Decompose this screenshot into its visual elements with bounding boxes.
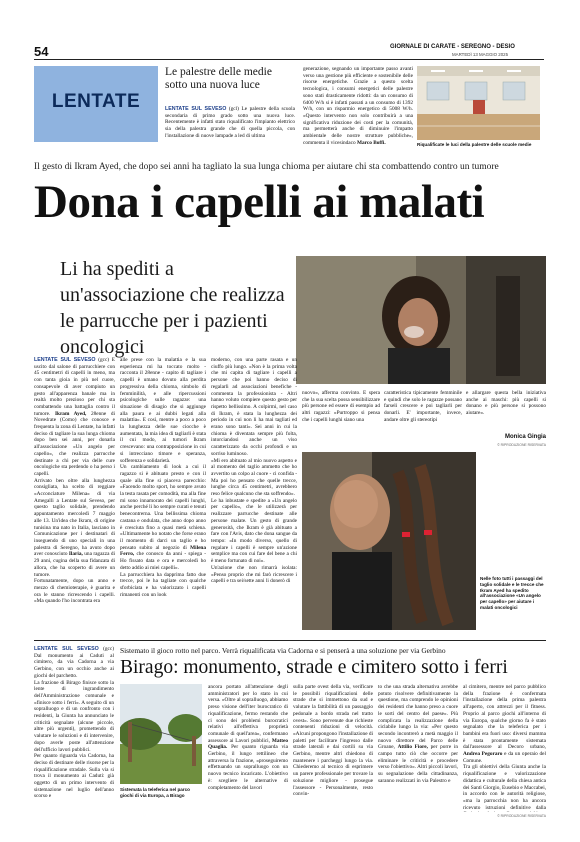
top-story-caption: Riqualificate le luci della palestre delle scuole medie <box>417 142 532 147</box>
main-col2-end: che conosco da anni - spiega - Ho fissato data e ora e mercoledì ho detto addio ai miei capelli». La parrucchiera ha dapprima fatto due trecce, poi le ha tagliate con qualche sforbiciata e ha valorizzato i capelli rimanenti con un look <box>120 551 206 598</box>
issue-date: MARTEDÌ 13 MAGGIO 2025 <box>452 52 509 57</box>
main-headline: Dona i capelli ai malati <box>34 176 485 228</box>
main-col-6 <box>466 390 546 434</box>
bottom-caption: Sistemata la teleferica nel parco giochi di via Europa, a Birago <box>120 787 190 798</box>
bottom-kicker: LENTATE SUL SEVESO <box>34 646 99 652</box>
section-label: LENTATE <box>51 91 141 112</box>
park-photo <box>120 684 202 784</box>
main-col1-end: una ragazza di 29 anni, cugina della sua fidanzata di allora, che ha scoperto di avere un tumore. Fortunatamente, dopo un anno e mezzo di chemioterapie, è guarita e ora le stanno ricrescendo i capelli. «Ma quando l'ho incontrata era <box>34 551 115 605</box>
bottom-col1-text: Dal monumento ai Caduti al cimitero, da via Cadorna a via Gerbino, con un occhio anche ai giochi del parchetto. La frazione di Birago finisce sotto la lente di ingrandimento dell'Amministrazione comunale e «finisce sotto i ferri». A seguito di un sopralluogo e di un confronto con i residenti, la Giunta ha annunciato le criticità segnalate (alcune piccole, altre più urgenti), promettendo di valutare le soluzioni e di intervenire, dopo averle poste all'attenzione dell'ufficio lavori pubblici. Per quanto riguarda via Cadorna, ha deciso di destinare delle risorse per la riqualificazione stradale. Sulla via si trova il monumento ai Caduti: già oggetto di un primo intervento di sistemazione nel luglio dell'anno scorso e <box>34 652 114 800</box>
bottom-col5-end: e da un operaio del Comune. Tra gli obiettivi della Giunta anche la riqualificazione e valorizzazione didattica e culturale della chiesa antica dei Santi Giorgio, Eusebio e Maccabei, in accordo con le autorità religiose, «ma la parrocchia non ha ancora ricevuto istruzioni definitive dalla <box>463 751 546 811</box>
main-col-4 <box>302 390 380 450</box>
bottom-col-5 <box>463 684 546 812</box>
bottom-col4-text: to che una strada alternativa avrebbe potuto risolvere definitivamente la questione, ma comprendo le opinioni dei residenti che hanno preso a cuore le sorti del centro del paese». Più complicata la realizzazione della ciclabile lungo la via: «Per questo secondo incontrerò a metà maggio il nuovo direttore del Parco delle Groane, <box>378 684 458 751</box>
bottom-col-2 <box>208 684 288 816</box>
top-story-kicker-tag: (gcl) <box>228 106 239 112</box>
main-col-1 <box>34 357 115 640</box>
bottom-overline: Sistemato il gioco rotto nel parco. Verrà riqualificata via Cadorna e si penserà a una soluzione per via Gerbino <box>120 646 446 655</box>
bottom-copyright: © RIPRODUZIONE RISERVATA <box>497 814 546 818</box>
top-story-title: Le palestre delle medie sotto una nuova luce <box>165 66 272 91</box>
top-story-body-b: generazione, segnando un importante passo avanti verso una gestione più efficiente e sostenibile delle risorse energetiche. Grazie a questo scelta tecnologica, i consumi energetici delle palestre sono stati drasticamente ridotti: da un consumo di 6400 W/h si è infatti passati a un consumo di 1392 W/h, con un risparmio energetico di 5008 W/h. «Questo intervento non solo contribuirà a una significativa riduzione dei costi per la comunità, ma permetterà anche di diminuire l'impatto ambientale delle nostre strutture pubbliche», commenta il vicesindaco <box>303 66 413 146</box>
main-copyright: © RIPRODUZIONE RISERVATA <box>497 443 546 447</box>
main-col1-ilaria: Ilaria, <box>68 551 83 558</box>
section-banner <box>34 66 158 142</box>
bottom-col2-end: Per quanto riguarda via Gerbino, il lungo rettilineo che attraversa la frazione, «proseguiremo effettuando un sopralluogo con un nuovo tecnico incaricato. L'obiettivo è: scegliere le alternative di completamento del lavori <box>208 744 288 791</box>
main-caption: Nelle foto tutti i passaggi del taglio solidale e le trecce che Ikram Ayed ha spedito all'associazione «Un angelo per capello» per aiutare i malati oncologici <box>480 576 544 610</box>
bottom-col-3 <box>293 684 373 816</box>
main-signature: Monica Gingia <box>504 434 546 440</box>
bottom-col2-name: Matteo Quaglia. <box>208 737 288 751</box>
portrait-photo <box>296 256 546 384</box>
top-story-kicker: LENTATE SUL SEVESO <box>165 106 227 112</box>
gym-photo <box>417 66 540 140</box>
top-story-col2 <box>303 66 413 150</box>
main-kicker: LENTATE SUL SEVESO <box>34 357 96 363</box>
top-story-body-a: Le palestre della scuola secondaria di primo grado sotto una nuova luce. Recentemente è infatti stato riqualificato l'impianto elettrico sia della palestra grande che di quella piccola, con l'installazione di nuove lampade a led di ultima <box>165 106 295 139</box>
bottom-col-4 <box>378 684 458 816</box>
newspaper-name: GIORNALE DI CARATE - SEREGNO - DESIO <box>390 44 515 50</box>
header-rule <box>34 59 544 60</box>
bottom-col3-text: sulla parte ovest della via, verificare le possibili riqualificazioni delle strade che si immettono da sud e valutare la fattibilità di un passaggio pedonale a bordo strada nel tratto ovest». Sono pervenute due richieste contenenti riduzioni di velocità. «Alcuni propongono l'installazione di paletti per facilitare l'ingresso dalle strade laterali e dai cortili su via Gerbino, mentre altri chiedono di mantenere i parcheggi lungo la via. Chiederemo al tecnico di esprimere un parere professionale per trovare la soluzione migliore - prosegue l'assessore - Personalmente, resto convin- <box>293 684 373 798</box>
main-col2-name: Milena Ferro, <box>120 544 206 558</box>
main-col-5 <box>384 390 462 450</box>
bottom-col-1 <box>34 646 114 816</box>
main-col4-text: nuovo», afferma convinto. E spera che la sua scelta possa sensibilizzare più persone ed essere di esempio ad altri ragazzi: «Purtroppo si pensa che i capelli lunghi siano una <box>302 390 380 423</box>
top-story-col1 <box>165 106 295 140</box>
main-col3-text: moderno, con una parte rasata e un ciuffo più lungo. «Non è la prima volta che mi capita di tagliare i capelli a persone che poi hanno deciso di regalarli ad associazioni benefiche - commenta la professionista - Altri hanno voluto compiere questo gesto per rispetto bellissimo. A colpirmi, nel caso di Ikram, è stata la lunghezza dei periodo in cui non li ha mai tagliati ed erano sono tanti». Sei anni in cui la chioma è diventata sempre più folta, intorciandosi anche un viso caratterizzato da occhi profondi e un sorriso luminoso. «Mi ero abituato al mio nuovo aspetto e al momento del taglio ammetto che ho avvertito un colpo al cuore - ci confida - Ma poi ho pensato che quelle trecce, lunghe circa 45 centimetri, avrebbero reso felice qualcuno che sta soffrendo». Le ha inbustate e spedite a «Un angelo per capello», che le utilizzerà per realizzare parrucche destinate alle persone malate. Un gesto di grande generosità, che Ikram è già abituato a fare con l'Avis, dato che dona sangue da tempo: «In modo diverso, quello di regalare i capelli è sempre un'azione semplice ma con cui fare del bene a chi è meno fortunato di noi». Un'azione che non rimarrà isolata: «Penso proprio che mi farò ricrescere i capelli e tra sei/sette anni li donerò di <box>211 357 297 585</box>
top-story-name: Marco Boffi. <box>356 139 386 146</box>
main-col-2 <box>120 357 206 640</box>
main-col1-name: Ikram Ayed, <box>54 410 87 417</box>
main-col5-text: caratteristica tipicamente femminile e quindi che solo le ragazze possano farseli crescere e poi tagliarli per donarli. E' importante, invece, andare oltre gli stereotipi <box>384 390 462 423</box>
main-col1-rest: 28enne di Novedrate (Como) che conosce e frequenta la zona di Lentate, ha infatti deciso di tagliare la sua lunga chioma dopo ben sei anni, per donarla all'associazione «Un angelo per capello», che realizza parrucche destinate a chi per via delle cure oncologiche sta perdendo o ha perso i capelli. Arrivato ben oltre alla lunghezza consigliata, ha scelto di reggiare «Acconciature Milena» di via Amegalli a Lentate sul Seveso, per questo taglio solidale, prendendo appuntamento mercoledì 7 maggio alle 13. Un'idea che Ikram, di origine tunisina ma nato in Italia, lasciano in Comunicazione per i destinatari di inseguendo di uno speciali in una palestra di Seregno, ha avuto dopo aver conosciuto <box>34 410 115 558</box>
main-col6-text: e allargare questa bella iniziativa anche ai maschi: più capelli si donano e più persone si possono aiutare». <box>466 390 546 417</box>
bottom-rule <box>34 640 546 641</box>
main-story-overline: Il gesto di Ikram Ayed, che dopo sei anni ha tagliato la sua lunga chioma per aiutare chi sta combattendo contro un tumore <box>34 162 499 172</box>
braids-photo <box>302 452 476 630</box>
main-kicker-tag: (gcc) <box>98 357 110 363</box>
bottom-col2-text: ancora portato all'attenzione degli amministratori per lo stato in cui versa. «Oltre al sopralluogo, abbiamo preso visione dell'iter burocratico di riqualificazione, fermo restando che ci sono dei problemi burocratici relativi all'effettiva proprietà comunale di quell'area», confermano assessore ai Lavori pubblici, <box>208 684 288 744</box>
main-col1-intro: E uscito dal salone di parrucchiere con 45 centimetri di capelli in meno, ma con tanta gioia in più nel cuore, consapevole di aver compiuto un gesto all'apparenza banale ma in realtà molto prezioso per chi sta combattendo una battaglia contro il tumore. <box>34 357 115 417</box>
page-number: 54 <box>34 44 49 59</box>
main-subhead: Li ha spediti a un'associazione che realizza le parrucche per i pazienti oncologici <box>60 258 285 358</box>
bottom-headline: Birago: monumento, strade e cimitero sotto i ferri <box>120 657 508 678</box>
main-col-3 <box>211 357 297 640</box>
bottom-col4-name: Attilio Fiore, <box>397 744 428 751</box>
bottom-col5-name: Andrea Pegoraro <box>463 751 503 758</box>
main-col2-text: alle prese con la malattia e la sua esperienza mi ha toccato molto - racconta il 28enne - capito di tagliare i capelli è umano dovuto alla perdita progressiva della chioma, simbolo di femminilità, e alle ripercussioni psicologiche sulle ragazze: una situazione di disagio che si aggiunge alla paura e ai dubbi legati alla malattia». E così, mentre a poco a poco la lunghezza delle sue ciocche è aumentata, la mia idea di tagliarli è stata il cui modo, ai tumori Ikram crescevano: una contrapposizione in cui si intrecciano timore e speranza, sofferenza e solidarietà. Un cambiamento di look a cui il ragazzo si è abituato presto e con il quale alla fine si piaceva parecchio: «Facendo molto sport, ho sempre avuto la testa rasata per comodità, ma alla fine mi sono innamorato dei capelli lunghi, anche perché li ho sempre curati e tenuti benecontrerna. Una bellissima chioma castana e ondulata, che anno dopo anno è cresciuta fino a quasi metà schiena. «Ultimamente ho notato che forse erano il momento di darci un taglio e ho pensato subito al negozio di <box>120 357 206 551</box>
bottom-col4-end: per porre in campo tutto ciò che occorre per eliminare le criticità e procedere verso l'obiettivo». Altri piccoli lavori, su segnalazione della cittadinanza, saranno realizzati in via Palestro e <box>378 744 458 784</box>
top-story <box>165 66 540 150</box>
bottom-col5-text: al cimitero, mentre nel parco pubblico della frazione è confermata l'installazione della prima palestra all'aperto, con attrezzi per il fitness. Proprio al parco giochi all'interno di via Europa, qualche giorno fa è stato segnalato che la teleferica per i bambini era fuori uso: diversi mamma è stata prontamente sistemata dall'assessore al Decoro urbano, <box>463 684 546 751</box>
bottom-kicker-tag: (gcc) <box>103 646 114 652</box>
